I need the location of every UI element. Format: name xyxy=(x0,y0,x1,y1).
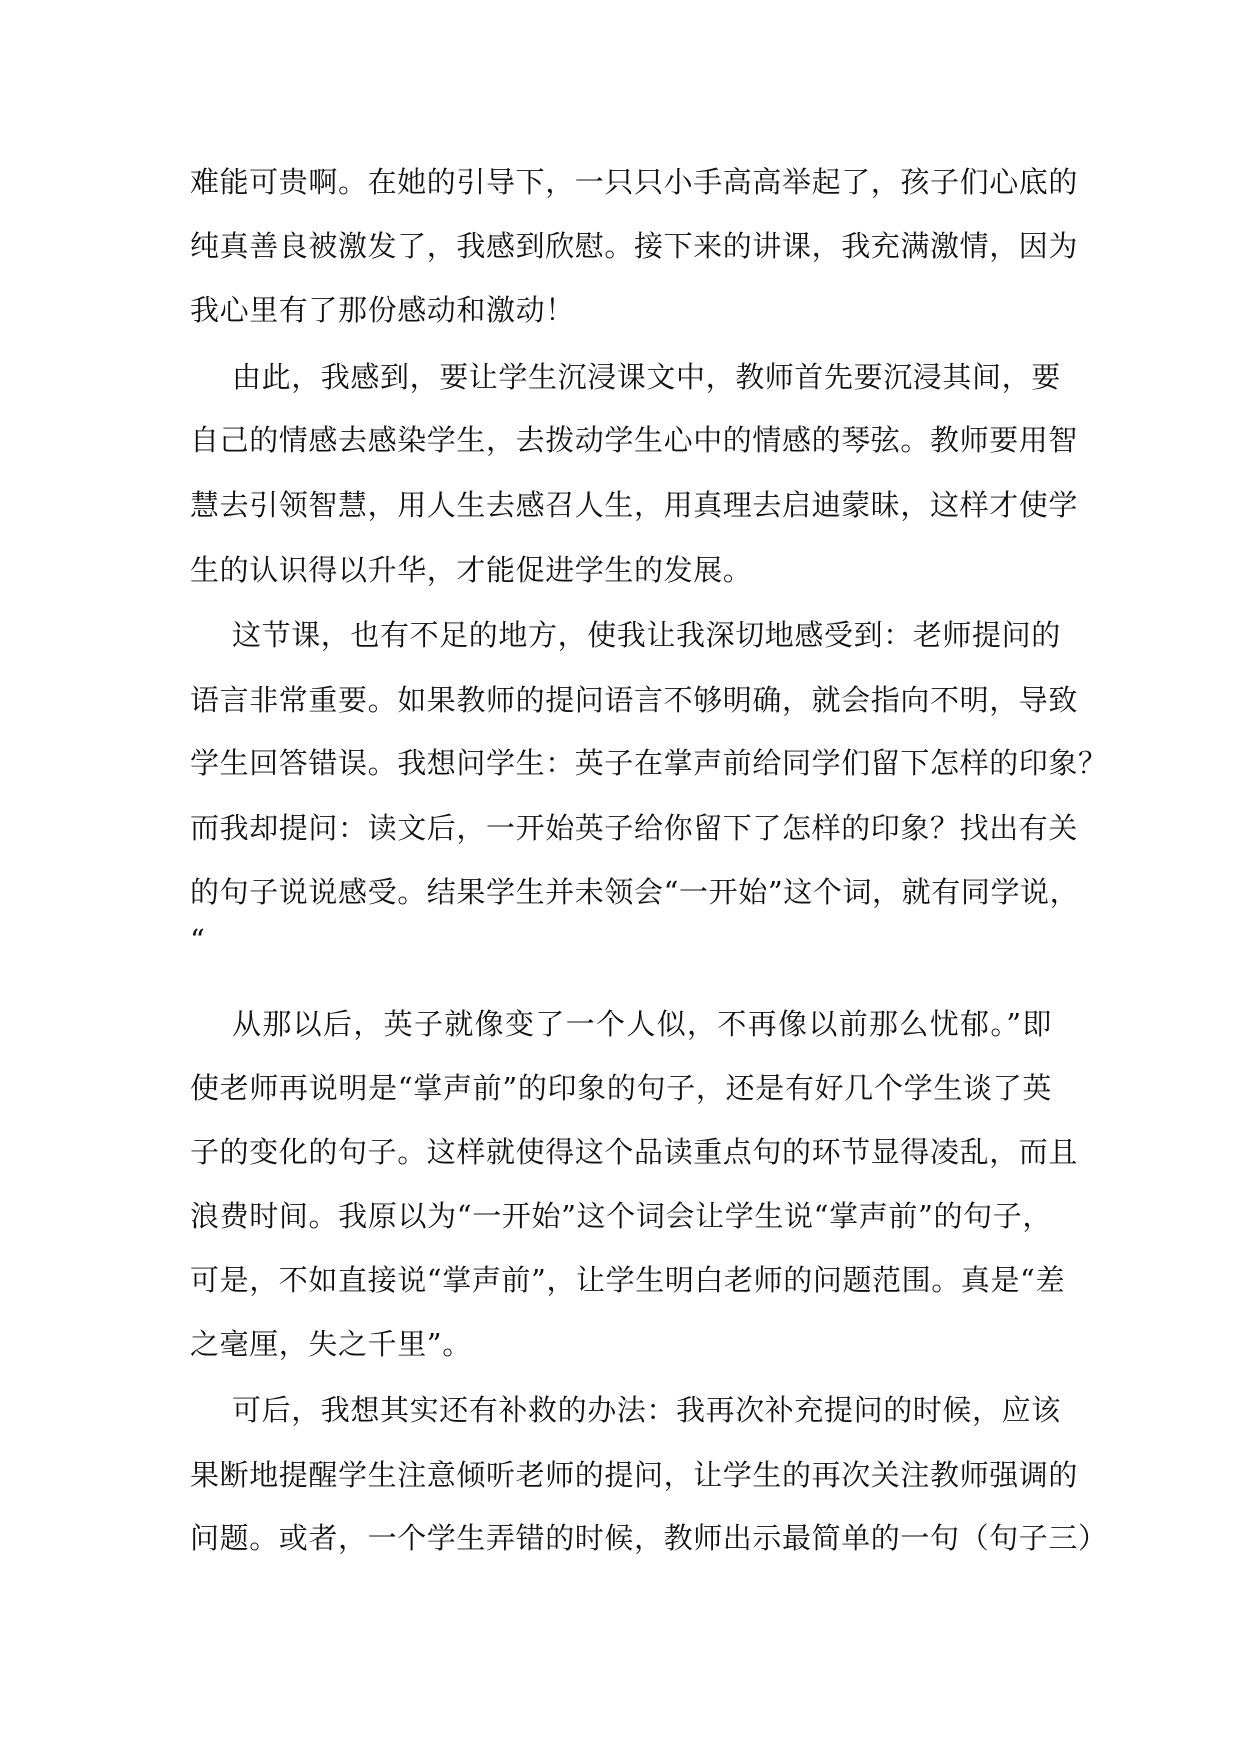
text-line: 子的变化的句子。这样就使得这个品读重点句的环节显得凌乱，而且 xyxy=(190,1135,1079,1169)
text-line: 之毫厘，失之千里”。 xyxy=(190,1327,472,1361)
text-line: 纯真善良被激发了，我感到欣慰。接下来的讲课，我充满激情，因为 xyxy=(190,229,1079,263)
text-line: 问题。或者，一个学生弄错的时候，教师出示最简单的一句（句子三） xyxy=(190,1521,1108,1555)
text-line: 浪费时间。我原以为“一开始”这个词会让学生说“掌声前”的句子， xyxy=(190,1199,1052,1233)
text-line: 慧去引领智慧，用人生去感召人生，用真理去启迪蒙昧，这样才使学 xyxy=(190,488,1079,522)
text-line: 生的认识得以升华，才能促进学生的发展。 xyxy=(190,553,753,587)
text-line: 可是，不如直接说“掌声前”，让学生明白老师的问题范围。真是“差 xyxy=(190,1263,1066,1297)
text-line: 使老师再说明是“掌声前”的印象的句子，还是有好几个学生谈了英 xyxy=(190,1071,1052,1105)
text-line: 我心里有了那份感动和激动！ xyxy=(190,293,575,327)
text-line: 从那以后，英子就像变了一个人似，不再像以前那么忧郁。”即 xyxy=(232,1007,1052,1041)
text-line: 可后，我想其实还有补救的办法：我再次补充提问的时候，应该 xyxy=(232,1393,1061,1427)
text-line: 由此，我感到，要让学生沉浸课文中，教师首先要沉浸其间，要 xyxy=(232,360,1061,394)
text-line: 而我却提问：读文后，一开始英子给你留下了怎样的印象？找出有关 xyxy=(190,811,1079,845)
text-line: “ xyxy=(190,923,206,957)
text-line: 这节课，也有不足的地方，使我让我深切地感受到：老师提问的 xyxy=(232,618,1061,652)
text-line: 果断地提醒学生注意倾听老师的提问，让学生的再次关注教师强调的 xyxy=(190,1458,1079,1492)
text-line: 难能可贵啊。在她的引导下，一只只小手高高举起了，孩子们心底的 xyxy=(190,165,1079,199)
text-line: 语言非常重要。如果教师的提问语言不够明确，就会指向不明，导致 xyxy=(190,683,1079,717)
text-line: 学生回答错误。我想问学生：英子在掌声前给同学们留下怎样的印象？ xyxy=(190,746,1108,780)
text-line: 自己的情感去感染学生，去拨动学生心中的情感的琴弦。教师要用智 xyxy=(190,423,1079,457)
text-line: 的句子说说感受。结果学生并未领会“一开始”这个词，就有同学说， xyxy=(190,875,1080,909)
